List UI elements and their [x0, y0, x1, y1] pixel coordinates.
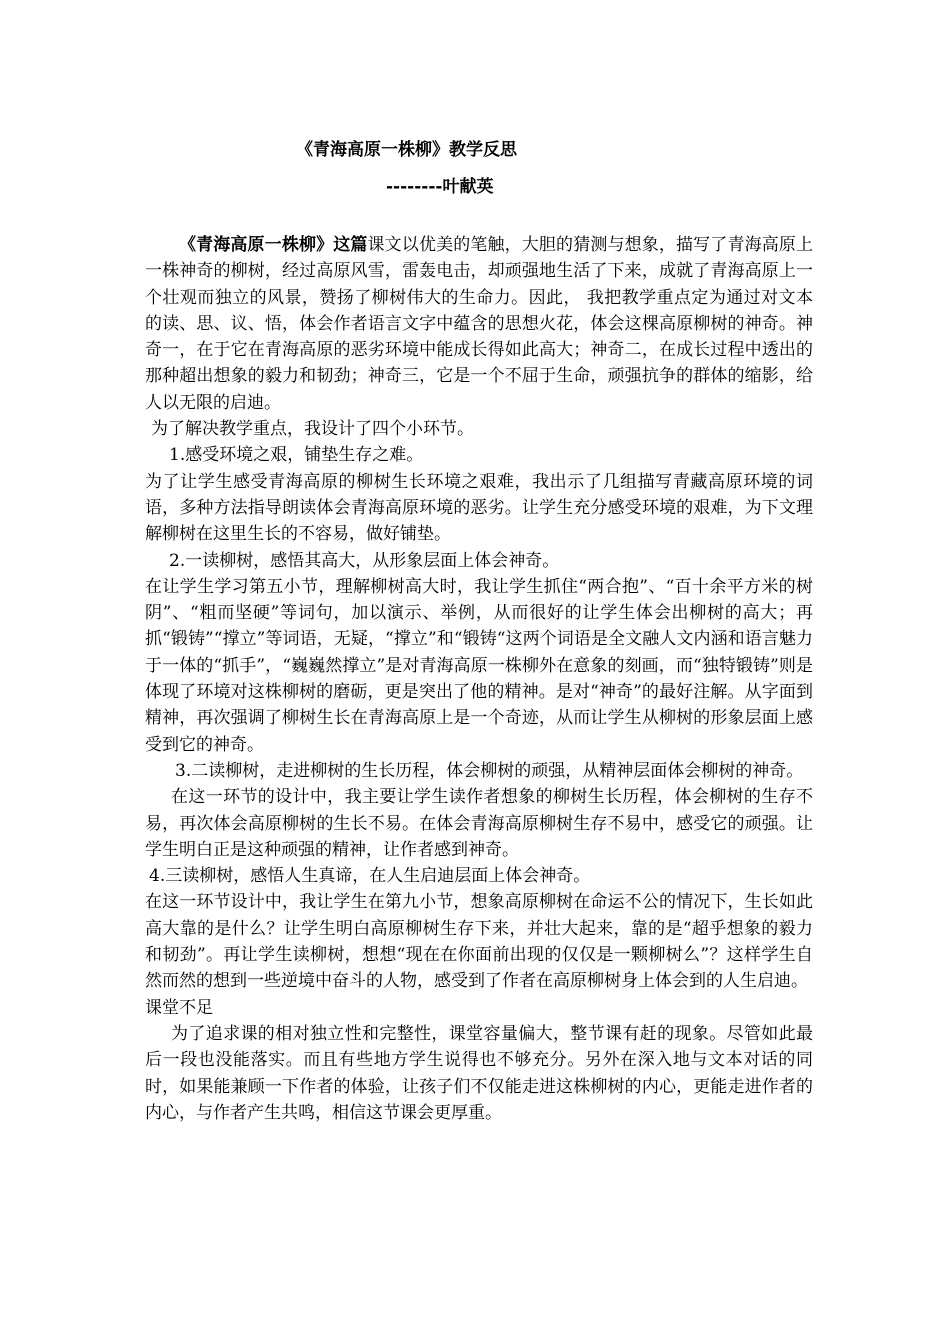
section-1-body: 为了让学生感受青海高原的柳树生长环境之艰难，我出示了几组描写青藏高原环境的词语，多种方法指导朗读体会青海高原环境的恶劣。让学生充分感受环境的艰难，为下文理解柳树在这里生长的不容易，做好铺垫。 — [145, 471, 813, 545]
intro-lead: 《青海高原一株柳》这篇 — [179, 235, 368, 255]
plan-paragraph: 为了解决教学重点，我设计了四个小环节。 — [151, 419, 474, 440]
document-title: 《青海高原一株柳》教学反思 — [296, 140, 517, 160]
section-4-body: 在这一环节设计中，我让学生在第九小节，想象高原柳树在命运不公的情况下，生长如此高大靠的是什么？让学生明白高原柳树生存下来，并壮大起来，靠的是“超乎想象的毅力和韧劲”。再让学生读柳树，想想“现在在你面前出现的仅仅是一颗柳树么”？这样学生自然而然的想到一些逆境中奋斗的人物，感受到了作者在高原柳树身上体会到的人生启迪。 — [145, 892, 813, 992]
intro-text: 课文以优美的笔触，大胆的猜测与想象，描写了青海高原上一株神奇的柳树，经过高原风雪，雷轰电击，却顽强地生活了下来，成就了青海高原上一个壮观而独立的风景，赞扬了柳树伟大的生命力。因此， 我把教学重点定为通过对文本的读、思、议、悟，体会作者语言文字中蕴含的思想火花，体会这棵高原柳树的神奇。神奇一，在于它在青海高原的恶劣环境中能成长得如此高大；神奇二，在成长过程中透出的那种超出想象的毅力和韧劲；神奇三，它是一个不屈于生命，顽强抗争的群体的缩影，给人以无限的启迪。 — [145, 235, 814, 413]
section-2-heading: 2.一读柳树，感悟其高大，从形象层面上体会神奇。 — [169, 550, 560, 571]
section-2-body: 在让学生学习第五小节，理解柳树高大时，我让学生抓住“两合抱”、“百十余平方米的树阴”、“粗而坚硬”等词句，加以演示、举例，从而很好的让学生体会出柳树的高大；再抓“锻铸”“撑立”等词语，无疑，“撑立”和“锻铸“这两个词语是全文融人文内涵和语言魅力于一体的“抓手”，“巍巍然撑立”是对青海高原一株柳外在意象的刻画，而“独特锻铸”则是体现了环境对这株柳树的磨砺，更是突出了他的精神。是对“神奇”的最好注解。从字面到精神，再次强调了柳树生长在青海高原上是一个奇迹，从而让学生从柳树的形象层面上感受到它的神奇。 — [145, 576, 813, 755]
section-3-body: 在这一环节的设计中，我主要让学生读作者想象的柳树生长历程，体会柳树的生存不易，再次体会高原柳树的生长不易。在体会青海高原柳树生存不易中，感受它的顽强。让学生明白正是这种顽强的精神，让作者感到神奇。 — [145, 787, 813, 860]
intro-paragraph — [145, 232, 813, 416]
section-4-heading: 4.三读柳树，感悟人生真谛，在人生启迪层面上体会神奇。 — [149, 866, 591, 887]
document-author: --------叶献英 — [386, 177, 494, 197]
shortcomings-body: 为了追求课的相对独立性和完整性，课堂容量偏大，整节课有赶的现象。尽管如此最后一段也没能落实。而且有些地方学生说得也不够充分。另外在深入地与文本对话的同时，如果能兼顾一下作者的体验，让孩子们不仅能走进这株柳树的内心，更能走进作者的内心，与作者产生共鸣，相信这节课会更厚重。 — [145, 1023, 813, 1123]
document-body — [145, 232, 813, 1126]
section-1-heading: 1.感受环境之艰，铺垫生存之难。 — [169, 445, 424, 466]
shortcomings-heading: 课堂不足 — [145, 997, 213, 1018]
section-3-heading: 3.二读柳树，走进柳树的生长历程，体会柳树的顽强，从精神层面体会柳树的神奇。 — [175, 760, 804, 781]
